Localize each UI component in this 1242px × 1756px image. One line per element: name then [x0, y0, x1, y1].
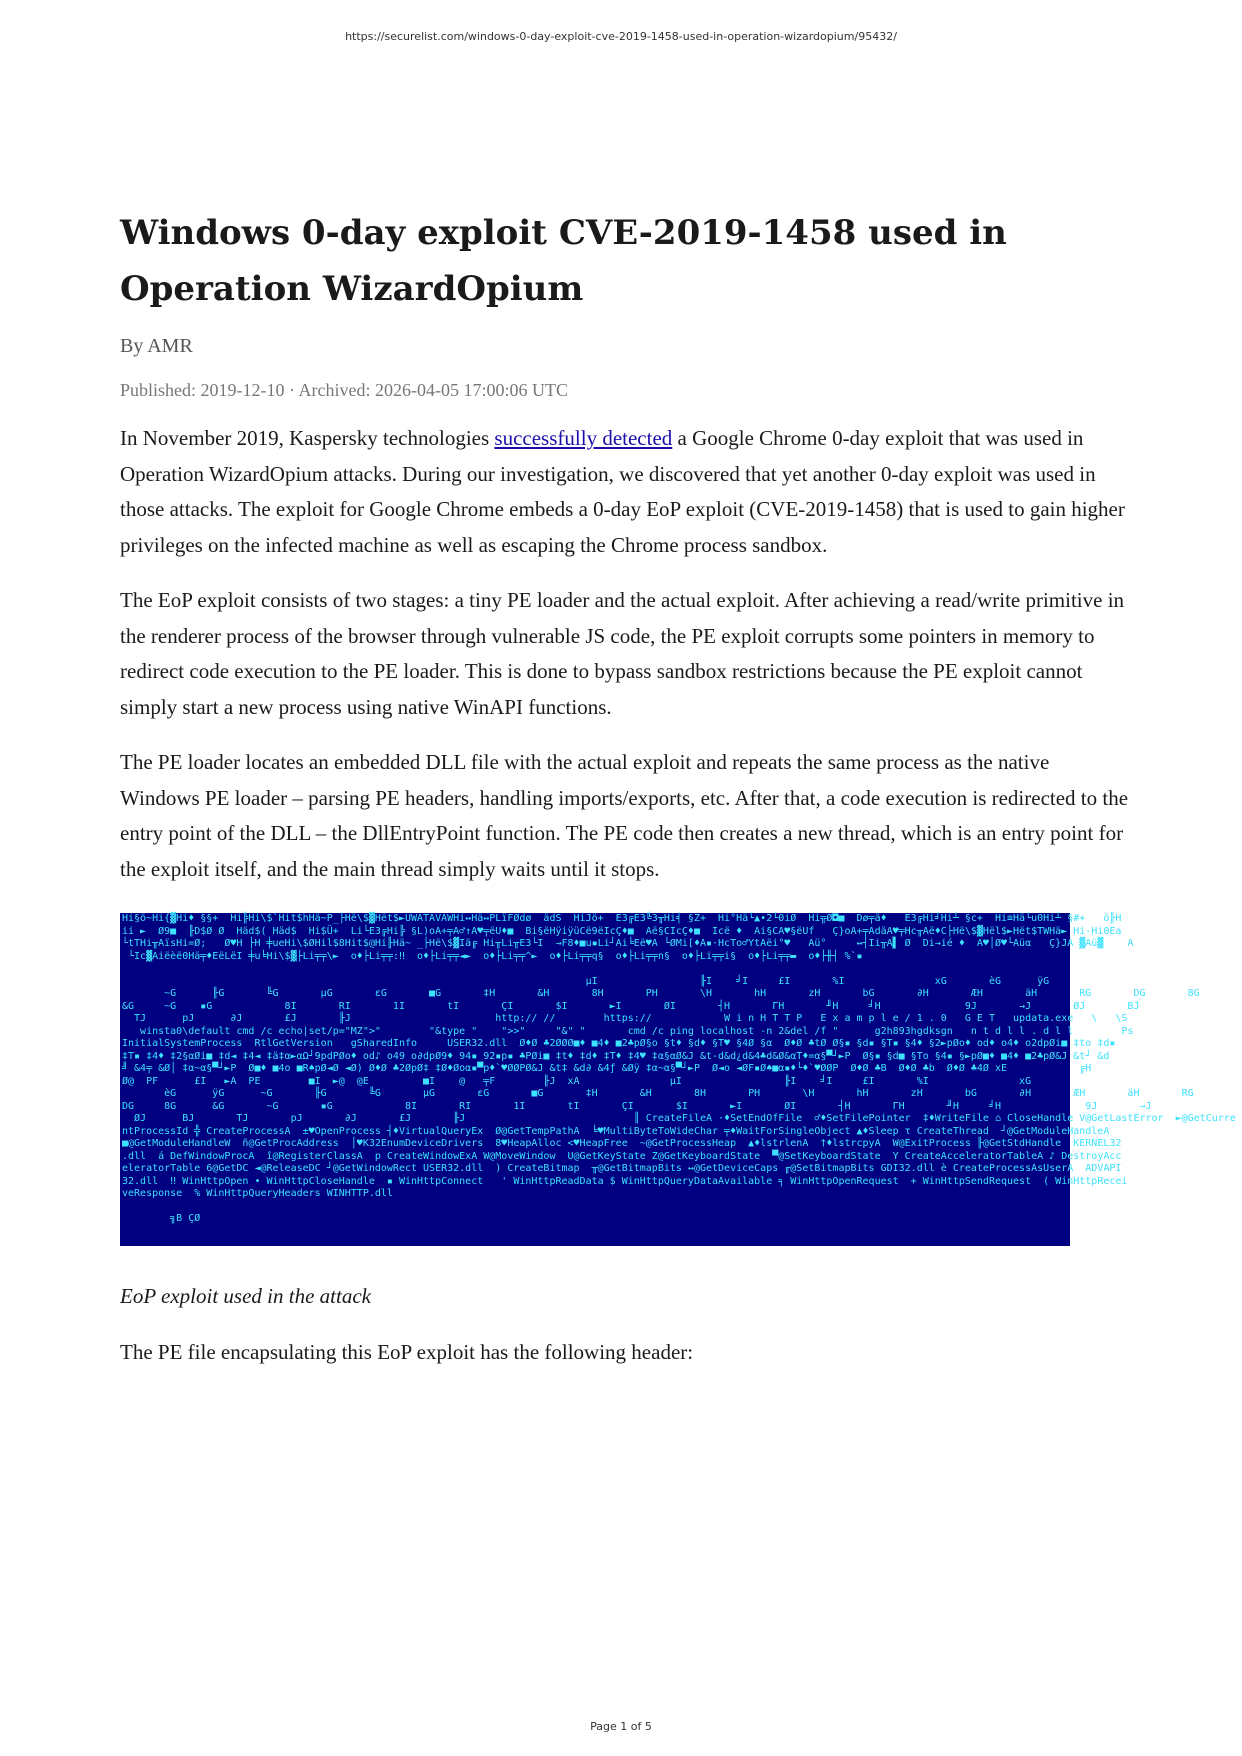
paragraph-4: The PE file encapsulating this EoP exploit has the following header: [120, 1340, 694, 1364]
article-title: Windows 0-day exploit CVE-2019-1458 used in Operation WizardOpium [120, 213, 1007, 309]
article-meta: Published: 2019-12-10 · Archived: 2026-04-05 17:00:06 UTC [120, 380, 568, 400]
figure-caption: EoP exploit used in the attack [120, 1284, 371, 1308]
paragraph-2: The EoP exploit consists of two stages: a tiny PE loader and the actual exploit. After achieving a read/write primitive in the renderer process of the browser through vulnerable JS code, the PE exploit corrupts some pointers in memory to redirect code execution to the PE loader. This is done to bypass sandbox restrictions because the PE exploit cannot simply start a new process using native WinAPI functions. [120, 588, 1125, 719]
page-number: Page 1 of 5 [590, 1720, 652, 1733]
paragraph-1-start: In November 2019, Kaspersky technologies [120, 426, 495, 450]
exploit-binary-dump-figure: Hi§ö~Hi{▓Hi♦ §§+ Hi╠Hi\$`Hit$hHä~P_├Hë\$▓Hët$►UWATAVAWHi↔Hä↔PLïFØdø ädS HiJö+ E3╔E3╚3╥Hi╡ §Z+ Hi°Hä└▲•2└0iØ Hi╦Ø◘■ Dø╤ä♦ E3╔Hi╛Hi┴ §c+ Hi≡Hä└u0Hi┴ §#+ ö╟H ii ► Ø9■ ╟D$Ø Ø Häd$( Häd$ Hi$Ü+ Li└E3╔Hi╠ §L)oA+╤A♂↑A♥╤ëU♦■ Bi§ëHÿiÿüCë9ëIcÇ♦■ Aë§CIcÇ♦■ Icë ♦ Ai§CA♥§ëUf Ç}oA+╤AdäA♥╤Hc╥Aë♦C├Hë\$▓Hël$►Hët$TWHä► Hi-Hi0Ea └tTHi╥AïsHi=Ø; Ø♥H ├H ╪ueHi\$ØHil$8Hit$@Hi╟Hä~ _├Hë\$▓Iä╔ Hi╥Li╥E3└I →F8♦■u▪Li┘Ai╘Eë♥A └ØMi[♦A▪·HcTo♂YtAëi°♥ Aü° ↔┤Ii╥A▌ Ø Di→ié ♦ A♥│Ø♥└Aüα Ç}JA ▓Aü▓ A └Ic▓Aiëèë0Hä╤♦EëLëI ╪u╘Hi\$▓├Li╤╤\► o♦├Li╤╤:‼ o♦├Li╤╤◄► o♦├Li╤╤^► o♦├Li╤╤q§ o♦├Li╤╤n§ o♦├Li╤╤i§ o♦├Li╤╤▬ o♦├╫┤ %`▪ µI ╟I ╛I £I %I xG èG ÿG ~G ╟G ╚G µG εG ■G ‡H &H 8H PH \H hH zH bG ∂H ÆH äH RG DG 8G &G ~G ▪G 8I RI 1I tI ÇI $I ►I ØI ┤H ΓH ╜H ╛H 9J →J ØJ BJ TJ pJ ∂J £J ╟J http:// // https:// W i n H T T P E x a m p l e / 1 . 0 G E T updata.exe \ \S winsta0\default cmd /c echo|set/p="MZ">" "&type " ">>" "&" " cmd /c ping localhost -n 2&del /f " g2h893hgdksgn n t d l l . d l l Ps InitialSystemProcess RtlGetVersion gSharedInfo USER32.dll Ø♦Ø ♣2ØØØ■♦ ■4♦ ■2♣pØ§o §t♦ §d♦ §T♥ §4Ø §α Ø♦Ø ♣tØ Ø§▪ §d▪ §T▪ §4♦ §2►pØo♦ od♦ o4♦ o2dpØi■ ‡to ‡d▪ ‡T▪ ‡4♦ ‡2§αØi■ ‡d◄ ‡4◄ ‡ä‡α►αΩ┘9pdPØo♦ od♪ o49 o∂dpØ9♦ 94▪ 92▪p▪ ♣PØi■ ‡t♦ ‡d♦ ‡T♦ ‡4♥ ‡α§αØ&J &t-d&d¿d&4♣d&Ø&αT♦=α§▀┘►P Ø§▪ §d■ §To §4▪ §►pØ■♦ ■4♦ ■2♣pØ&J &t┘ &d ╝ &4╤ &Ø│ ‡α~α§▀┘►P Ø■♦ ■4o ■R♠pØ◄Ø ◄Ø) Ø♦Ø ♣2ØpØ‡ ‡Ø♦Øoα▪▀p♦`♥ØØPØ&J &t‡ &d∂ &4ƒ &Øÿ ‡α~α§▀┘►P Ø◄o ◄ØF▪Ø♠■α▪♦└♦`♥ØØP Ø♦Ø ♣B Ø♦Ø ♣b Ø♦Ø ♣4Ø xE ╔H Ø@ PF £I ►A PE ■I ►@ @E ■I @ ╤F ╟J xA µI ╟I ╛I £I %I xG èG ÿG ~G ╟G ╚G µG εG ■G ‡H &H 8H PH \H hH zH bG ∂H ÆH äH RG DG 8G &G ~G ▪G 8I RI 1I tI ÇI $I ►I ØI ┤H ΓH ╜H ╛H 9J →J ØJ BJ TJ pJ ∂J £J ╟J ║ CreateFileA ·♦SetEndOfFile ♂♦SetFilePointer ‡♦WriteFile ⌂ CloseHandle V@GetLastError ►@GetCurre ntProcessId ╬ CreateProcessA ±♥OpenProcess ┤♦VirtualQueryEx Ø@GetTempPathA ╘♥MultiByteToWideChar ╤♦WaitForSingleObject ▲♦Sleep τ CreateThread ┘@GetModuleHandleA ■@GetModuleHandleW ñ@GetProcAddress │♥K32EnumDeviceDrivers 8♥HeapAlloc <♥HeapFree ~@GetProcessHeap ▲♦lstrlenA †♦lstrcpyA W@ExitProcess ╟@GetStdHandle KERNEL32 .dll á DefWindowProcA î@RegisterClassA p CreateWindowExA W@MoveWindow U@GetKeyState Z@GetKeyboardState ▀@SetKeyboardState Y CreateAcceleratorTableA ♪ DestroyAcc eleratorTable 6@GetDC ◄@ReleaseDC ┘@GetWindowRect USER32.dll ) CreateBitmap ╥@GetBitmapBits ↔@GetDeviceCaps ╓@SetBitmapBits GDI32.dll è CreateProcessAsUserA ADVAPI 32.dll ‼ WinHttpOpen • WinHttpCloseHandle ▪ WinHttpConnect ' WinHttpReadData $ WinHttpQueryDataAvailable ╕ WinHttpOpenRequest + WinHttpSendRequest ( WinHttpRecei veResponse % WinHttpQueryHeaders WINHTTP.dll ╗B ÇØ [120, 913, 1070, 1246]
article [120, 205, 1236, 1371]
paragraph-3: The PE loader locates an embedded DLL file with the actual exploit and repeats the same process as the native Windows PE loader – parsing PE headers, handling imports/exports, etc. After that, a code execution is redirected to the entry point of the DLL – the DllEntryPoint function. The PE code then creates a new thread, which is an entry point for the exploit itself, and the main thread simply waits until it stops. [120, 750, 1129, 881]
paragraph-1 [120, 421, 1130, 563]
paragraph-1-end: a Google Chrome 0-day exploit that was used in Operation WizardOpium attacks. During our investigation, we discovered that yet another 0-day exploit was used in those attacks. The exploit for Google Chrome embeds a 0-day EoP exploit (CVE-2019-1458) that is used to gain higher privileges on the infected machine as well as escaping the Chrome process sandbox. [120, 426, 1125, 557]
successfully-detected-link[interactable]: successfully detected [494, 426, 673, 450]
article-byline: By AMR [120, 335, 193, 357]
source-url: https://securelist.com/windows-0-day-exploit-cve-2019-1458-used-in-operation-wizardopium/95432/ [345, 30, 897, 43]
